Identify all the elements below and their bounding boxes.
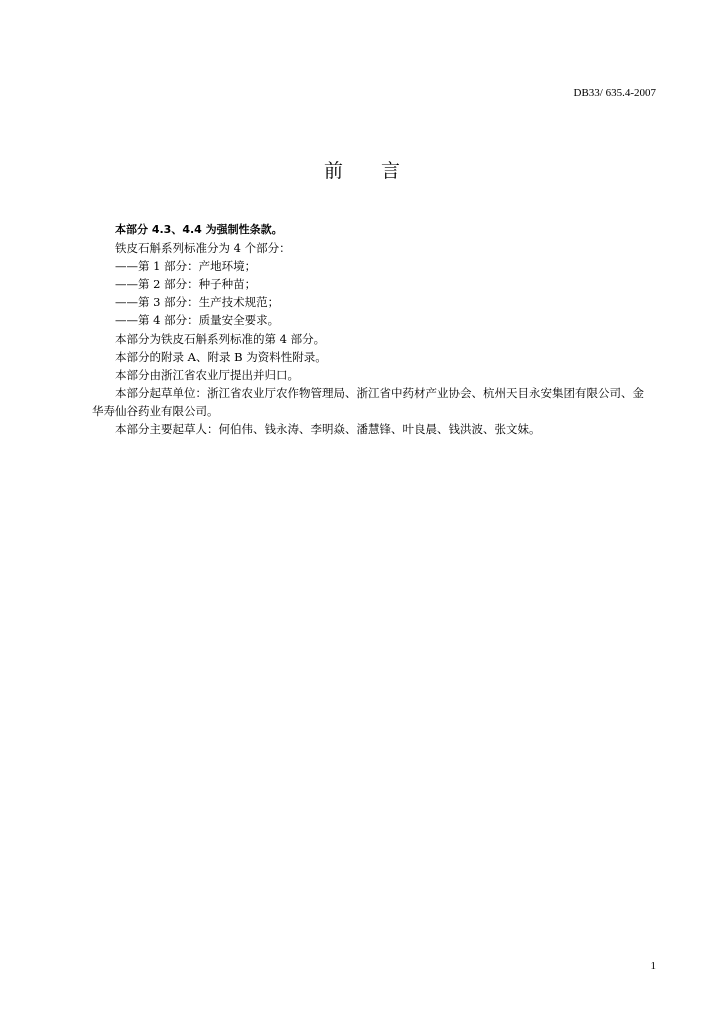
page-title: 前 言 (323, 160, 400, 182)
series-part-3: ——第 3 部分：生产技术规范； (115, 295, 280, 310)
series-part-2: ——第 2 部分：种子种苗； (115, 277, 257, 292)
foreword-body (92, 221, 654, 438)
series-part-4: ——第 4 部分：质量安全要求。 (115, 313, 280, 328)
series-part-1: ——第 1 部分：产地环境； (115, 259, 257, 274)
document-code: DB33/ 635.4-2007 (573, 87, 656, 99)
appendix-statement: 本部分的附录 A、附录 B 为资料性附录。 (115, 349, 327, 364)
main-drafters: 本部分主要起草人：何伯伟、钱永涛、李明焱、潘慧锋、叶良晨、钱洪波、张文妹。 (115, 422, 541, 437)
page-number: 1 (650, 960, 656, 972)
proposer-statement: 本部分由浙江省农业厅提出并归口。 (115, 367, 299, 382)
series-parts-intro: 铁皮石斛系列标准分为 4 个部分： (115, 241, 291, 256)
mandatory-clause-paragraph: 本部分 4.3、4.4 为强制性条款。 (115, 223, 283, 236)
drafting-units: 本部分起草单位：浙江省农业厅农作物管理局、浙江省中药材产业协会、杭州天目永安集团有限公司、金华寿仙谷药业有限公司。 (92, 385, 644, 418)
part-statement: 本部分为铁皮石斛系列标准的第 4 部分。 (115, 331, 326, 346)
